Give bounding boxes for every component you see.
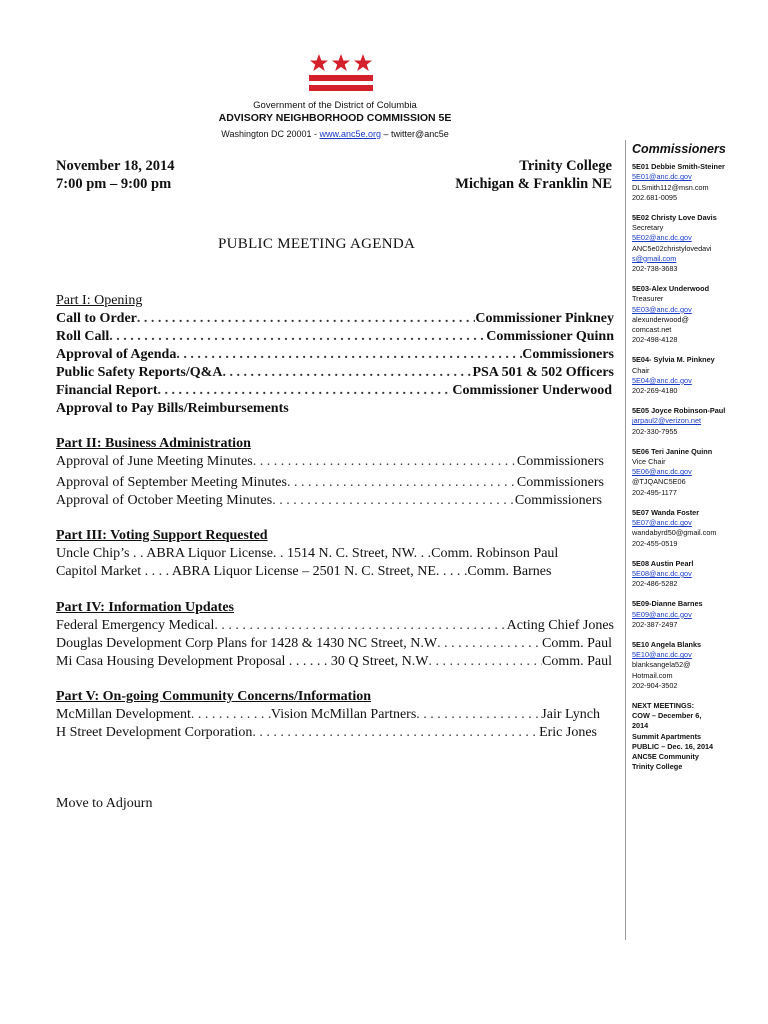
leader-dots xyxy=(272,492,515,510)
leader-dots xyxy=(437,635,542,653)
flag-bar-bottom xyxy=(309,85,373,91)
next-meeting-line: Summit Apartments xyxy=(632,731,702,741)
item-presenter: Commissioners xyxy=(522,347,614,362)
item-label: Approval of June Meeting Minutes xyxy=(56,454,253,469)
next-meetings xyxy=(632,701,766,772)
contact-line: wandabyrd50@gmail.com xyxy=(632,528,717,538)
leader-dots xyxy=(287,474,517,492)
phone-number: 202-498-4128 xyxy=(632,335,678,345)
contact-line: alexunderwood@ xyxy=(632,314,689,324)
commissioner-email[interactable]: 5E09@anc.dc.gov xyxy=(632,609,692,619)
agenda-item xyxy=(56,724,597,742)
phone-number: 202-330-7955 xyxy=(632,426,678,436)
item-presenter: Commissioners xyxy=(516,454,604,469)
leader-dots xyxy=(176,346,522,364)
page-title: PUBLIC MEETING AGENDA xyxy=(218,236,416,252)
agenda-item xyxy=(56,382,612,400)
leader-dots xyxy=(137,310,476,328)
leader-dots xyxy=(191,706,271,724)
twitter-handle: – twitter@anc5e xyxy=(381,129,449,139)
meeting-time: 7:00 pm – 9:00 pm xyxy=(56,176,172,192)
commissioner-entry xyxy=(632,213,766,274)
leader-dots xyxy=(214,617,506,635)
item-label: Douglas Development Corp Plans for 1428 & 1430 NC Street, N.W xyxy=(56,636,438,651)
government-name: Government of the District of Columbia xyxy=(253,100,417,111)
leader-dots xyxy=(253,453,517,471)
agenda-item xyxy=(56,453,604,471)
item-presenter: Eric Jones xyxy=(539,725,597,740)
phone-number: 202-455-0519 xyxy=(632,538,678,548)
phone-number: 202-486-5282 xyxy=(632,579,678,589)
next-meeting-line: PUBLIC – Dec. 16, 2014 xyxy=(632,741,714,751)
commissioner-email[interactable]: 5E02@anc.dc.gov xyxy=(632,233,692,243)
star-icon xyxy=(354,54,372,71)
commissioner-name: 5E05 Joyce Robinson-Paul xyxy=(632,406,726,416)
agenda-item xyxy=(56,563,602,581)
item-label: Federal Emergency Medical xyxy=(56,618,215,633)
item-label: Approval of October Meeting Minutes xyxy=(56,493,273,508)
agenda-item xyxy=(56,545,602,563)
commissioner-email[interactable]: 5E06@anc.dc.gov xyxy=(632,467,692,477)
agenda-item xyxy=(56,310,614,328)
item-presenter: PSA 501 & 502 Officers xyxy=(472,365,614,380)
agenda-item xyxy=(56,492,602,510)
meeting-date: November 18, 2014 xyxy=(56,158,175,174)
commissioner-email[interactable]: 5E03@anc.dc.gov xyxy=(632,304,692,314)
item-label: Roll Call xyxy=(56,329,110,344)
commissioner-email[interactable]: 5E08@anc.dc.gov xyxy=(632,568,692,578)
item-presenter: Jair Lynch xyxy=(541,707,600,722)
leader-dots xyxy=(429,653,542,671)
star-icon xyxy=(332,54,350,71)
item-label: Public Safety Reports/Q&A xyxy=(56,365,223,380)
agenda-item xyxy=(56,706,600,724)
commissioner-name: 5E10 Angela Blanks xyxy=(632,639,702,649)
commissioner-name: 5E04- Sylvia M. Pinkney xyxy=(632,355,715,365)
website-link[interactable]: www.anc5e.org xyxy=(319,129,382,139)
commissioner-entry xyxy=(632,447,766,498)
phone-number: 202-738-3683 xyxy=(632,264,678,274)
commissioner-name: 5E02 Christy Love Davis xyxy=(632,213,717,223)
sidebar-divider xyxy=(625,140,626,940)
commissioner-name: 5E06 Teri Janine Quinn xyxy=(632,446,713,456)
commissioner-entry xyxy=(632,599,766,630)
item-presenter: Commissioner Pinkney xyxy=(475,311,614,326)
item-presenter: Commissioner Underwood xyxy=(452,383,612,398)
commissioner-email[interactable]: 5E04@anc.dc.gov xyxy=(632,375,692,385)
twitter-handle: @TJQANC5E06 xyxy=(632,477,686,487)
adjourn-text: Move to Adjourn xyxy=(56,796,153,811)
commissioner-entry xyxy=(632,640,766,691)
leader-dots xyxy=(252,724,539,742)
next-meetings-heading: NEXT MEETINGS: xyxy=(632,700,695,710)
meeting-venue xyxy=(455,157,612,193)
item-label: Capitol Market . . . . ABRA Liquor License – 2501 N. C. Street, NE. . . . . xyxy=(56,564,468,579)
commissioners-sidebar xyxy=(632,144,766,772)
contact-line: ANC5e02christylovedavi xyxy=(632,243,712,253)
commissioner-role: Secretary xyxy=(632,223,664,233)
contact-line: comcast.net xyxy=(632,325,672,335)
section-title: Part I: Opening xyxy=(56,293,143,308)
part-5-community-concerns xyxy=(56,688,614,742)
phone-number: 202-269-4180 xyxy=(632,386,678,396)
item-presenter: Commissioner Quinn xyxy=(486,329,614,344)
commissioner-entry xyxy=(632,355,766,396)
commissioner-email[interactable]: 5E01@anc.dc.gov xyxy=(632,172,692,182)
commissioner-entry xyxy=(632,559,766,590)
item-label: Financial Report xyxy=(56,383,158,398)
item-presenter: Acting Chief Jones xyxy=(506,618,614,633)
item-label: Uncle Chip’s . . ABRA Liquor License. . 1514 N. C. Street, NW. . . xyxy=(56,546,432,561)
agenda-item xyxy=(56,653,612,671)
flag-bar-top xyxy=(309,75,373,81)
contact-line: Hotmail.com xyxy=(632,670,673,680)
commissioner-entry xyxy=(632,406,766,437)
item-label: Approval of September Meeting Minutes xyxy=(56,475,287,490)
commissioner-name: 5E08 Austin Pearl xyxy=(632,558,694,568)
commissioner-email[interactable]: 5E07@anc.dc.gov xyxy=(632,518,692,528)
phone-number: 202-387-2497 xyxy=(632,619,678,629)
commissioner-entry xyxy=(632,284,766,345)
item-label: Mi Casa Housing Development Proposal . . . . . . 30 Q Street, N.W xyxy=(56,654,429,669)
section-title: Part II: Business Administration xyxy=(56,436,251,451)
part-4-information-updates xyxy=(56,599,614,671)
item-partner: Vision McMillan Partners xyxy=(270,707,417,722)
item-presenter: Commissioners xyxy=(514,493,602,508)
meeting-datetime xyxy=(56,157,175,193)
leader-dots xyxy=(222,364,472,382)
agenda-item xyxy=(56,364,614,382)
agenda-item xyxy=(56,617,614,635)
section-title: Part V: On-going Community Concerns/Information xyxy=(56,689,372,704)
sidebar-heading: Commissioners xyxy=(632,142,726,156)
part-1-opening xyxy=(56,292,614,418)
item-label: H Street Development Corporation xyxy=(56,725,253,740)
section-title: Part IV: Information Updates xyxy=(56,600,234,615)
next-meeting-line: Trinity College xyxy=(632,762,683,772)
item-presenter: Comm. Paul xyxy=(541,636,612,651)
item-presenter: Comm. Barnes xyxy=(467,564,552,579)
venue-location: Michigan & Franklin NE xyxy=(455,176,612,192)
agenda-item xyxy=(56,346,614,364)
agenda-item xyxy=(56,474,604,492)
item-presenter: Commissioners xyxy=(516,475,604,490)
item-label: Call to Order xyxy=(56,311,137,326)
leader-dots xyxy=(158,382,453,400)
address-line xyxy=(0,129,670,139)
commissioner-name: 5E03-Alex Underwood xyxy=(632,284,710,294)
agenda-item: Approval to Pay Bills/Reimbursements xyxy=(56,401,289,416)
dc-flag-logo xyxy=(306,52,376,94)
part-3-voting-support xyxy=(56,527,614,581)
section-title: Part III: Voting Support Requested xyxy=(56,528,268,543)
item-presenter: Comm. Paul xyxy=(541,654,612,669)
next-meeting-line: ANC5E Community xyxy=(632,751,699,761)
venue-name: Trinity College xyxy=(519,158,612,174)
commissioner-entry xyxy=(632,508,766,549)
commission-name: ADVISORY NEIGHBORHOOD COMMISSION 5E xyxy=(218,112,452,124)
address-prefix: Washington DC 20001 - xyxy=(221,129,320,139)
commissioner-role: Treasurer xyxy=(632,294,664,304)
item-label: McMillan Development xyxy=(56,707,191,722)
commissioner-email[interactable]: 5E10@anc.dc.gov xyxy=(632,650,692,660)
commissioner-name: 5E07 Wanda Foster xyxy=(632,507,700,517)
next-meeting-line: 2014 xyxy=(632,721,649,731)
phone-number: 202.681-0095 xyxy=(632,192,678,202)
agenda-item xyxy=(56,635,612,653)
phone-number: 202-904-3502 xyxy=(632,680,678,690)
item-label: Approval of Agenda xyxy=(56,347,177,362)
commissioner-entry xyxy=(632,162,766,203)
leader-dots xyxy=(416,706,541,724)
commissioner-role: Vice Chair xyxy=(632,457,666,467)
personal-email[interactable]: s@gmail.com xyxy=(632,253,677,263)
contact-line: DLSmith112@msn.com xyxy=(632,182,709,192)
star-icon xyxy=(310,54,328,71)
commissioner-email[interactable]: jarpaul2@verizon.net xyxy=(632,416,702,426)
phone-number: 202-495-1177 xyxy=(632,487,677,497)
item-presenter: Comm. Robinson Paul xyxy=(431,546,559,561)
contact-line: blanksangela52@ xyxy=(632,660,691,670)
next-meeting-line: COW – December 6, xyxy=(632,711,702,721)
commissioner-name: 5E09-Dianne Barnes xyxy=(632,599,703,609)
commissioner-name: 5E01 Debbie Smith-Steiner xyxy=(632,162,725,172)
leader-dots xyxy=(109,328,486,346)
commissioner-role: Chair xyxy=(632,365,650,375)
part-2-business-administration xyxy=(56,435,614,510)
agenda-item xyxy=(56,328,614,346)
